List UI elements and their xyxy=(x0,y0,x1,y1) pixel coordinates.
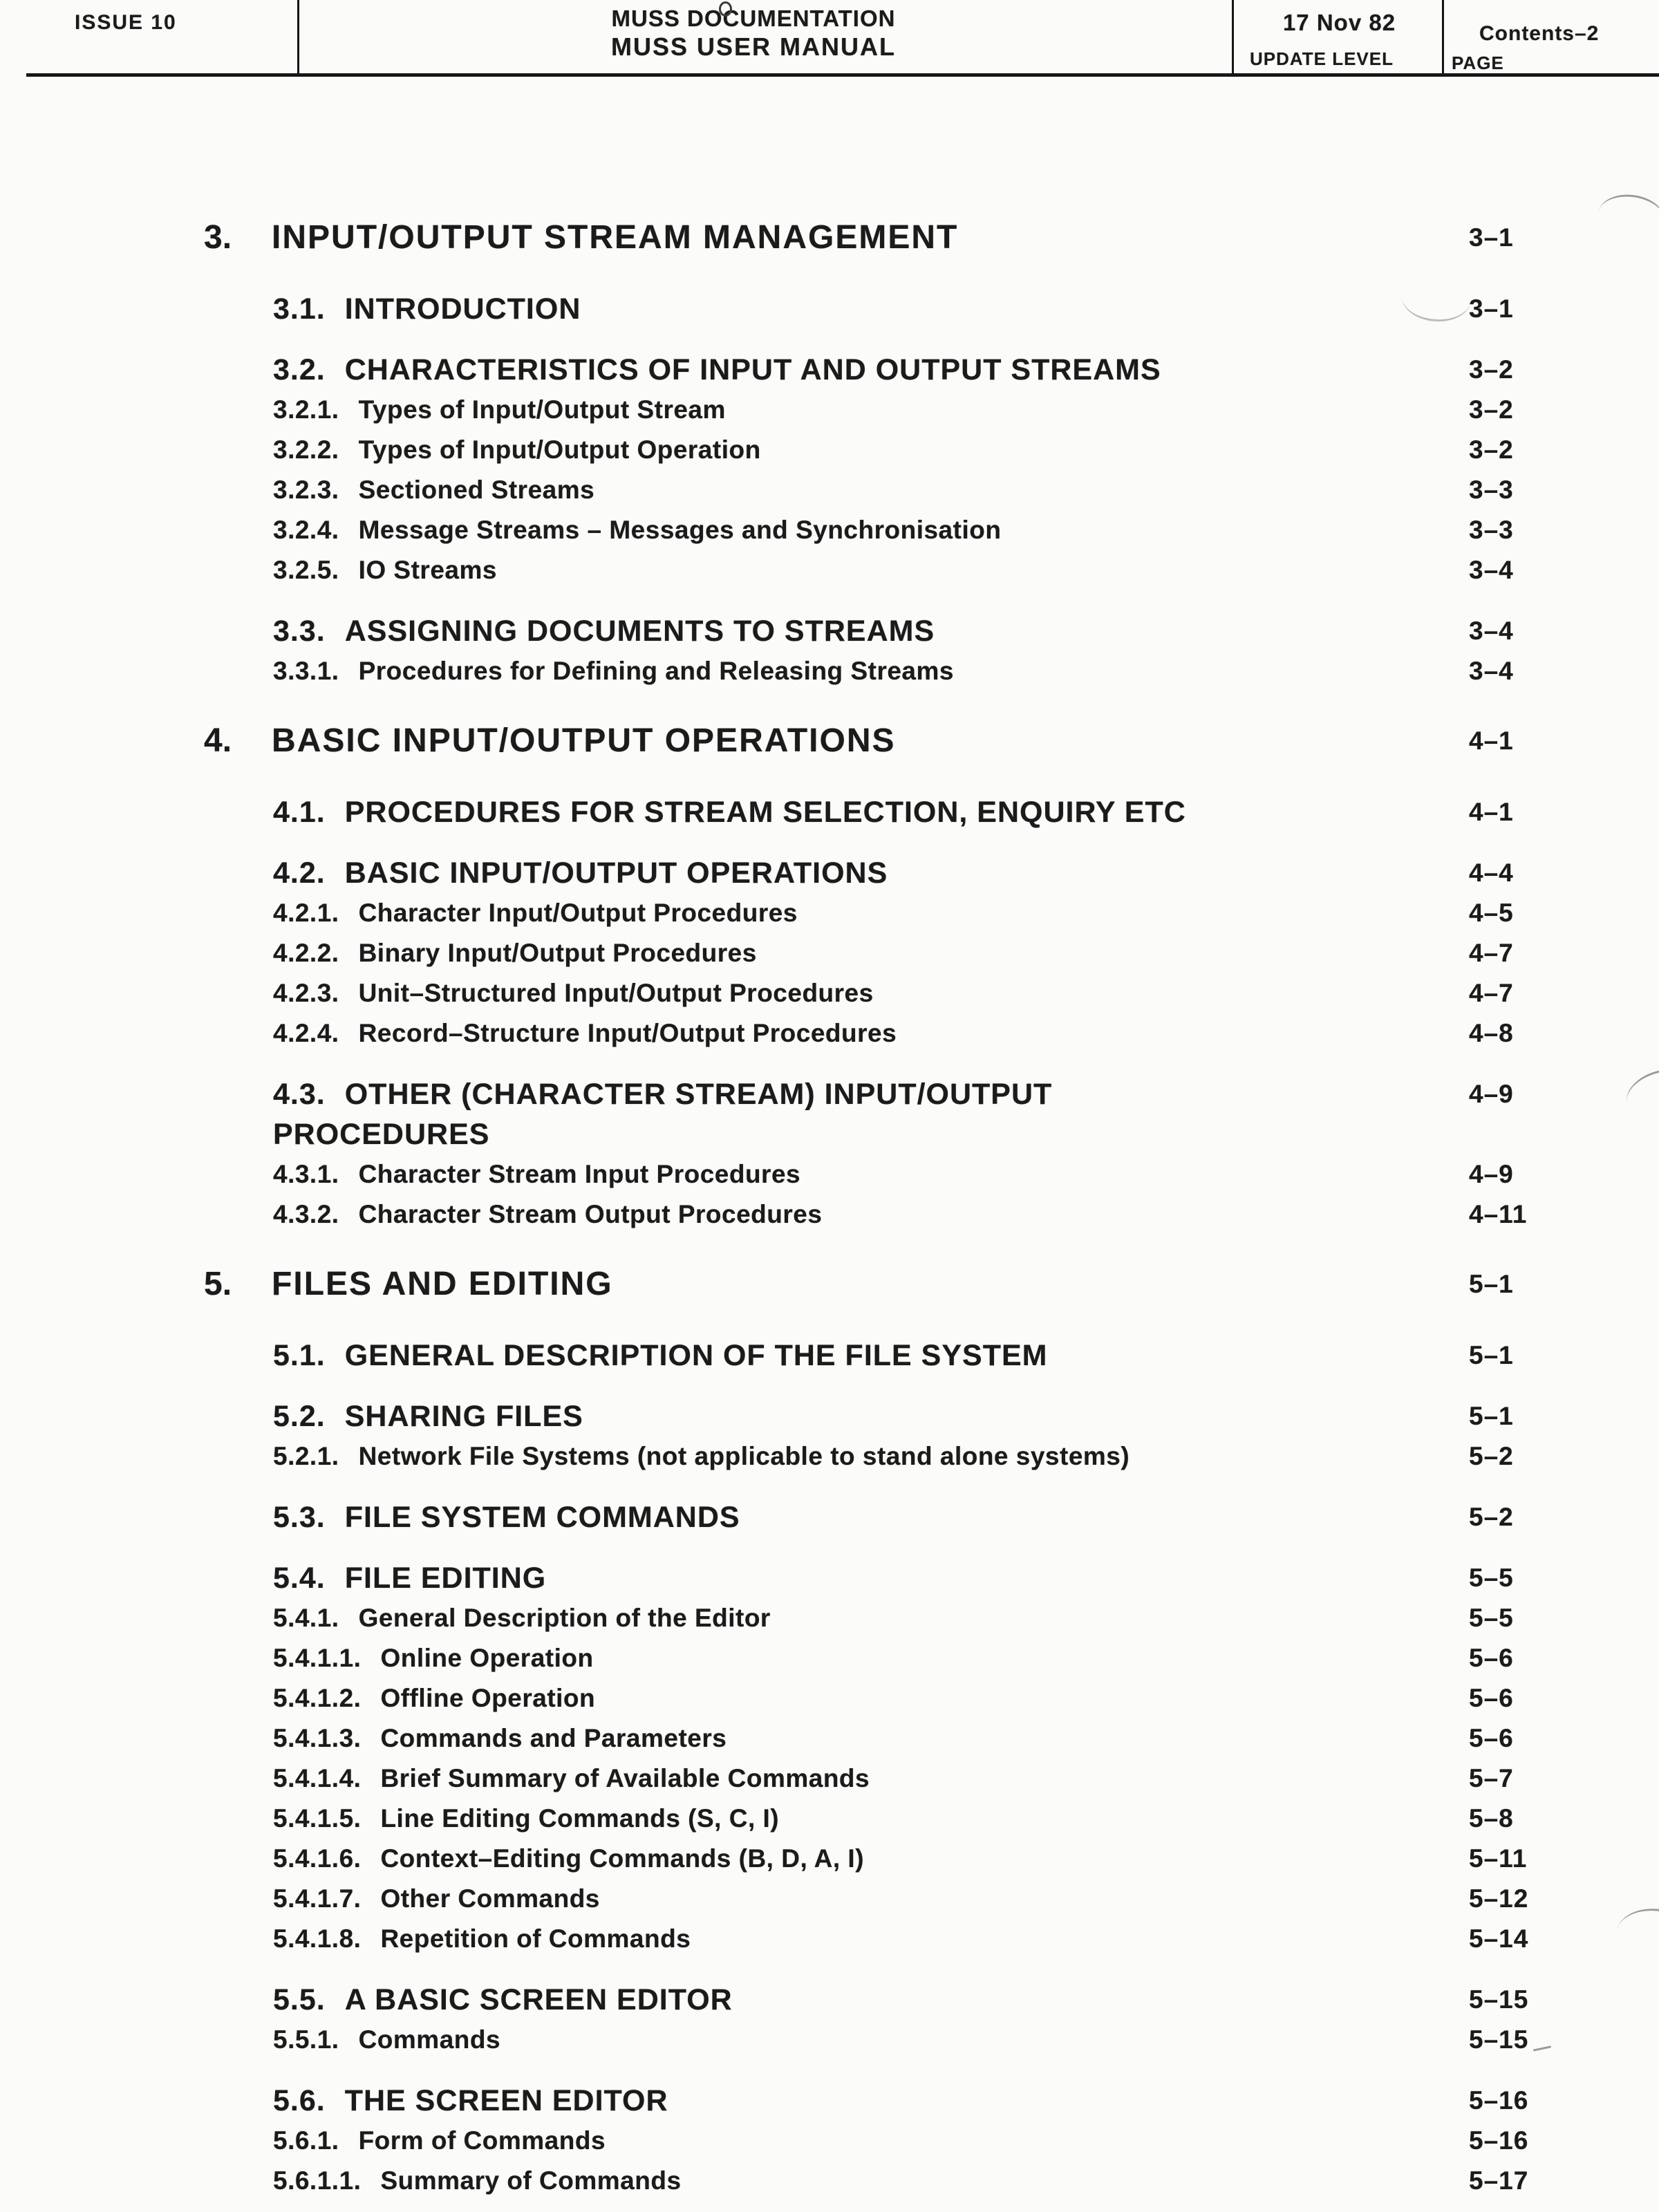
toc-entry-page: 5–1 xyxy=(1469,1402,1514,1430)
update-level-label: UPDATE LEVEL xyxy=(1250,48,1394,69)
toc-entry-title: Character Stream Input Procedures xyxy=(358,1160,801,1188)
toc-entry xyxy=(0,1980,1659,2020)
doc-title-block xyxy=(546,6,961,62)
toc-entry-page: 3–1 xyxy=(1469,223,1514,252)
toc-entry-title: INTRODUCTION xyxy=(344,292,581,326)
toc-entry xyxy=(0,973,1659,1013)
toc-entry-number: 4.2.4. xyxy=(273,1019,339,1047)
toc-entry-number: 5.4.1.3. xyxy=(273,1724,362,1752)
toc-entry-title: Unit–Structured Input/Output Procedures xyxy=(358,979,874,1007)
toc-entry-title: PROCEDURES FOR STREAM SELECTION, ENQUIRY ETC xyxy=(344,796,1186,829)
toc-entry-title: Procedures for Defining and Releasing Streams xyxy=(358,657,954,685)
toc-entry xyxy=(0,1598,1659,1638)
toc-entry-title: Summary of Commands xyxy=(380,2166,682,2195)
toc-entry-number: 4.3.2. xyxy=(273,1200,339,1228)
toc-entry xyxy=(0,853,1659,893)
toc-entry-number: 3.2.4. xyxy=(273,516,339,544)
toc-entry-title: Commands xyxy=(358,2025,501,2054)
toc-entry-number: 5.4.1.1. xyxy=(273,1644,362,1672)
toc-entry-page: 5–15 xyxy=(1469,1985,1529,2014)
toc-entry xyxy=(0,1013,1659,1053)
toc-entry-title: Line Editing Commands (S, C, I) xyxy=(380,1804,780,1833)
toc-entry xyxy=(0,430,1659,470)
toc-entry-page: 5–2 xyxy=(1469,1503,1514,1531)
toc-entry-title: A BASIC SCREEN EDITOR xyxy=(344,1983,733,2016)
toc-entry-page: 3–2 xyxy=(1469,435,1514,464)
toc-entry xyxy=(0,651,1659,691)
toc-entry-number: 4.2. xyxy=(273,856,326,890)
toc-entry-title: THE SCREEN EDITOR xyxy=(344,2084,668,2117)
toc-entry-title: Form of Commands xyxy=(358,2126,606,2155)
toc-entry-title: ASSIGNING DOCUMENTS TO STREAMS xyxy=(344,615,935,648)
toc-entry-title: FILE EDITING xyxy=(344,1562,547,1595)
toc-entry-number: 3.2.3. xyxy=(273,476,339,504)
toc-entry-page: 5–16 xyxy=(1469,2126,1529,2155)
toc-entry xyxy=(0,218,1659,257)
toc-entry-title: CHARACTERISTICS OF INPUT AND OUTPUT STREAMS xyxy=(344,353,1161,386)
toc-entry-number: 5.4.1.4. xyxy=(273,1764,362,1792)
toc-entry-title: General Description of the Editor xyxy=(358,1604,771,1632)
toc-entry-title: Network File Systems (not applicable to stand alone systems) xyxy=(358,1442,1130,1470)
toc-entry-page: 5–1 xyxy=(1469,1270,1514,1298)
toc-entry xyxy=(0,2081,1659,2121)
toc-entry-number: 4.3. xyxy=(273,1078,326,1111)
toc-entry-page: 4–8 xyxy=(1469,1019,1514,1047)
toc-entry xyxy=(0,390,1659,430)
toc-entry xyxy=(0,1678,1659,1718)
toc-entry-number: 5.5. xyxy=(273,1983,326,2016)
toc-entry xyxy=(0,1335,1659,1376)
toc-entry-title: Offline Operation xyxy=(380,1684,596,1712)
toc-entry xyxy=(0,1154,1659,1194)
toc-entry-number: 4.2.3. xyxy=(273,979,339,1007)
toc-entry-number: 5.3. xyxy=(273,1501,326,1534)
toc-entry-title: Repetition of Commands xyxy=(380,1924,691,1953)
toc-entry-number: 5. xyxy=(204,1266,232,1302)
doc-title: MUSS DOCUMENTATION xyxy=(611,6,896,31)
toc-entry-page: 5–6 xyxy=(1469,1684,1514,1712)
manual-title: MUSS USER MANUAL xyxy=(610,32,896,61)
page-ref-value: Contents–2 xyxy=(1479,22,1600,45)
toc-entry xyxy=(0,1436,1659,1477)
toc-entry-page: 3–3 xyxy=(1469,476,1514,504)
toc-entry-title: INPUT/OUTPUT STREAM MANAGEMENT xyxy=(272,219,959,256)
toc-entry-number: 5.1. xyxy=(273,1339,326,1372)
toc-entry-title: SHARING FILES xyxy=(344,1400,583,1433)
toc-entry-number: 5.4.1.6. xyxy=(273,1844,362,1873)
toc-entry-title: Character Input/Output Procedures xyxy=(358,899,798,927)
toc-entry-number: 3.3.1. xyxy=(273,657,339,685)
toc-entry-number: 3.2. xyxy=(273,353,326,386)
toc-entry-title: Character Stream Output Procedures xyxy=(358,1200,823,1228)
toc-entry-page: 4–9 xyxy=(1469,1080,1514,1108)
issue-label: ISSUE 10 xyxy=(75,11,177,34)
header-rule xyxy=(26,73,1659,77)
toc-entry-title: Brief Summary of Available Commands xyxy=(380,1764,870,1792)
toc-entry xyxy=(0,1558,1659,1598)
toc-entry-page: 5–15 xyxy=(1469,2025,1529,2054)
toc-entry-title: Commands and Parameters xyxy=(380,1724,727,1752)
toc-entry xyxy=(0,933,1659,973)
toc-entry-page: 4–1 xyxy=(1469,727,1514,755)
toc-entry-number: 3.2.1. xyxy=(273,395,339,424)
toc-entry-title: Record–Structure Input/Output Procedures xyxy=(358,1019,897,1047)
toc-entry-title: IO Streams xyxy=(358,556,497,584)
toc-entry-page: 5–2 xyxy=(1469,1442,1514,1470)
toc-entry-page: 4–1 xyxy=(1469,798,1514,826)
toc-entry-title: Sectioned Streams xyxy=(358,476,595,504)
update-level-value: 17 Nov 82 xyxy=(1282,10,1396,35)
toc-entry-number: 5.4.1.8. xyxy=(273,1924,362,1953)
toc-entry-title: Types of Input/Output Stream xyxy=(358,395,726,424)
toc-entry-number: 3.1. xyxy=(273,292,326,326)
toc-entry xyxy=(0,470,1659,510)
toc-entry-title: Types of Input/Output Operation xyxy=(358,435,761,464)
toc-entry-number: 5.4.1.2. xyxy=(273,1684,362,1712)
toc-entry xyxy=(0,1114,1659,1154)
toc-entry-title: BASIC INPUT/OUTPUT OPERATIONS xyxy=(272,722,896,759)
toc-entry xyxy=(0,1919,1659,1959)
toc-entry-page: 5–6 xyxy=(1469,1724,1514,1752)
toc-entry xyxy=(0,2121,1659,2161)
toc-entry-page: 5–17 xyxy=(1469,2166,1529,2195)
toc-entry-number: 5.6.1. xyxy=(273,2126,339,2155)
toc-entry-page: 5–7 xyxy=(1469,1764,1514,1792)
toc-entry-number: 4.2.2. xyxy=(273,939,339,967)
toc-entry xyxy=(0,2020,1659,2060)
toc-entry-title: Message Streams – Messages and Synchronisation xyxy=(358,516,1002,544)
toc-entry xyxy=(0,1718,1659,1759)
table-of-contents xyxy=(0,188,1659,2201)
toc-entry xyxy=(0,722,1659,760)
toc-entry xyxy=(0,1074,1659,1114)
toc-entry-number: 5.4.1.7. xyxy=(273,1884,362,1913)
toc-entry xyxy=(0,1759,1659,1799)
toc-entry-page: 5–11 xyxy=(1469,1844,1528,1873)
toc-entry-number: 5.5.1. xyxy=(273,2025,339,2054)
toc-entry-page: 4–9 xyxy=(1469,1160,1514,1188)
header-divider-1 xyxy=(297,0,299,73)
toc-entry-number: 5.2.1. xyxy=(273,1442,339,1470)
toc-entry-page: 5–14 xyxy=(1469,1924,1529,1953)
toc-entry-number: 5.4.1.5. xyxy=(273,1804,362,1833)
toc-entry-page: 4–5 xyxy=(1469,899,1514,927)
toc-entry-page: 3–4 xyxy=(1469,617,1514,645)
toc-entry-page: 5–1 xyxy=(1469,1341,1514,1369)
toc-entry xyxy=(0,1638,1659,1678)
toc-entry-page: 4–7 xyxy=(1469,979,1514,1007)
toc-entry-page: 3–2 xyxy=(1469,355,1514,384)
toc-entry-page: 5–8 xyxy=(1469,1804,1514,1833)
toc-entry-number: 4.2.1. xyxy=(273,899,339,927)
page-header xyxy=(0,0,1659,77)
toc-entry-number: 3.2.5. xyxy=(273,556,339,584)
toc-entry-page: 4–7 xyxy=(1469,939,1514,967)
toc-entry-number: 5.6.1.1. xyxy=(273,2166,362,2195)
toc-entry xyxy=(0,893,1659,933)
toc-entry xyxy=(0,2161,1659,2201)
toc-entry-title: BASIC INPUT/OUTPUT OPERATIONS xyxy=(344,856,888,890)
toc-entry-title: FILES AND EDITING xyxy=(272,1266,613,1302)
toc-entry-number: 3. xyxy=(204,219,232,256)
header-divider-3 xyxy=(1442,0,1444,73)
toc-entry-title: Online Operation xyxy=(380,1644,594,1672)
toc-entry xyxy=(0,1879,1659,1919)
toc-entry-number: 5.6. xyxy=(273,2084,326,2117)
toc-entry-number: 5.2. xyxy=(273,1400,326,1433)
toc-entry-page: 5–6 xyxy=(1469,1644,1514,1672)
toc-entry xyxy=(0,1396,1659,1436)
toc-entry-page: 5–5 xyxy=(1469,1564,1514,1592)
toc-entry-page: 4–11 xyxy=(1469,1200,1528,1228)
header-divider-2 xyxy=(1232,0,1234,73)
toc-entry-title: Binary Input/Output Procedures xyxy=(358,939,757,967)
toc-entry-title: Context–Editing Commands (B, D, A, I) xyxy=(380,1844,865,1873)
page-ref-label: PAGE xyxy=(1452,53,1504,73)
toc-entry-title: Other Commands xyxy=(380,1884,600,1913)
toc-entry xyxy=(0,550,1659,590)
toc-entry xyxy=(0,1799,1659,1839)
toc-entry xyxy=(0,1497,1659,1537)
toc-entry-number: 5.4. xyxy=(273,1562,326,1595)
toc-entry-page: 3–2 xyxy=(1469,395,1514,424)
toc-entry xyxy=(0,350,1659,390)
toc-entry-page: 3–3 xyxy=(1469,516,1514,544)
toc-entry-page: 5–16 xyxy=(1469,2086,1529,2115)
toc-entry xyxy=(0,1265,1659,1304)
toc-entry-page: 3–4 xyxy=(1469,657,1514,685)
toc-entry xyxy=(0,1839,1659,1879)
toc-entry xyxy=(0,1194,1659,1235)
toc-entry-title: GENERAL DESCRIPTION OF THE FILE SYSTEM xyxy=(344,1339,1048,1372)
toc-entry xyxy=(0,510,1659,550)
toc-entry xyxy=(0,792,1659,832)
toc-entry-page: 4–4 xyxy=(1469,859,1514,887)
toc-entry-number: 5.4.1. xyxy=(273,1604,339,1632)
toc-entry-title: PROCEDURES xyxy=(273,1118,490,1151)
toc-entry-page: 5–12 xyxy=(1469,1884,1529,1913)
toc-entry-title: OTHER (CHARACTER STREAM) INPUT/OUTPUT xyxy=(344,1078,1053,1111)
toc-entry-page: 5–5 xyxy=(1469,1604,1514,1632)
toc-entry xyxy=(0,611,1659,651)
toc-entry-title: FILE SYSTEM COMMANDS xyxy=(344,1501,740,1534)
toc-entry-number: 3.2.2. xyxy=(273,435,339,464)
toc-entry xyxy=(0,289,1659,329)
toc-entry-number: 4.3.1. xyxy=(273,1160,339,1188)
toc-entry-number: 3.3. xyxy=(273,615,326,648)
toc-entry-number: 4.1. xyxy=(273,796,326,829)
toc-entry-page: 3–4 xyxy=(1469,556,1514,584)
toc-entry-page: 3–1 xyxy=(1469,294,1514,323)
toc-entry-number: 4. xyxy=(204,722,232,759)
